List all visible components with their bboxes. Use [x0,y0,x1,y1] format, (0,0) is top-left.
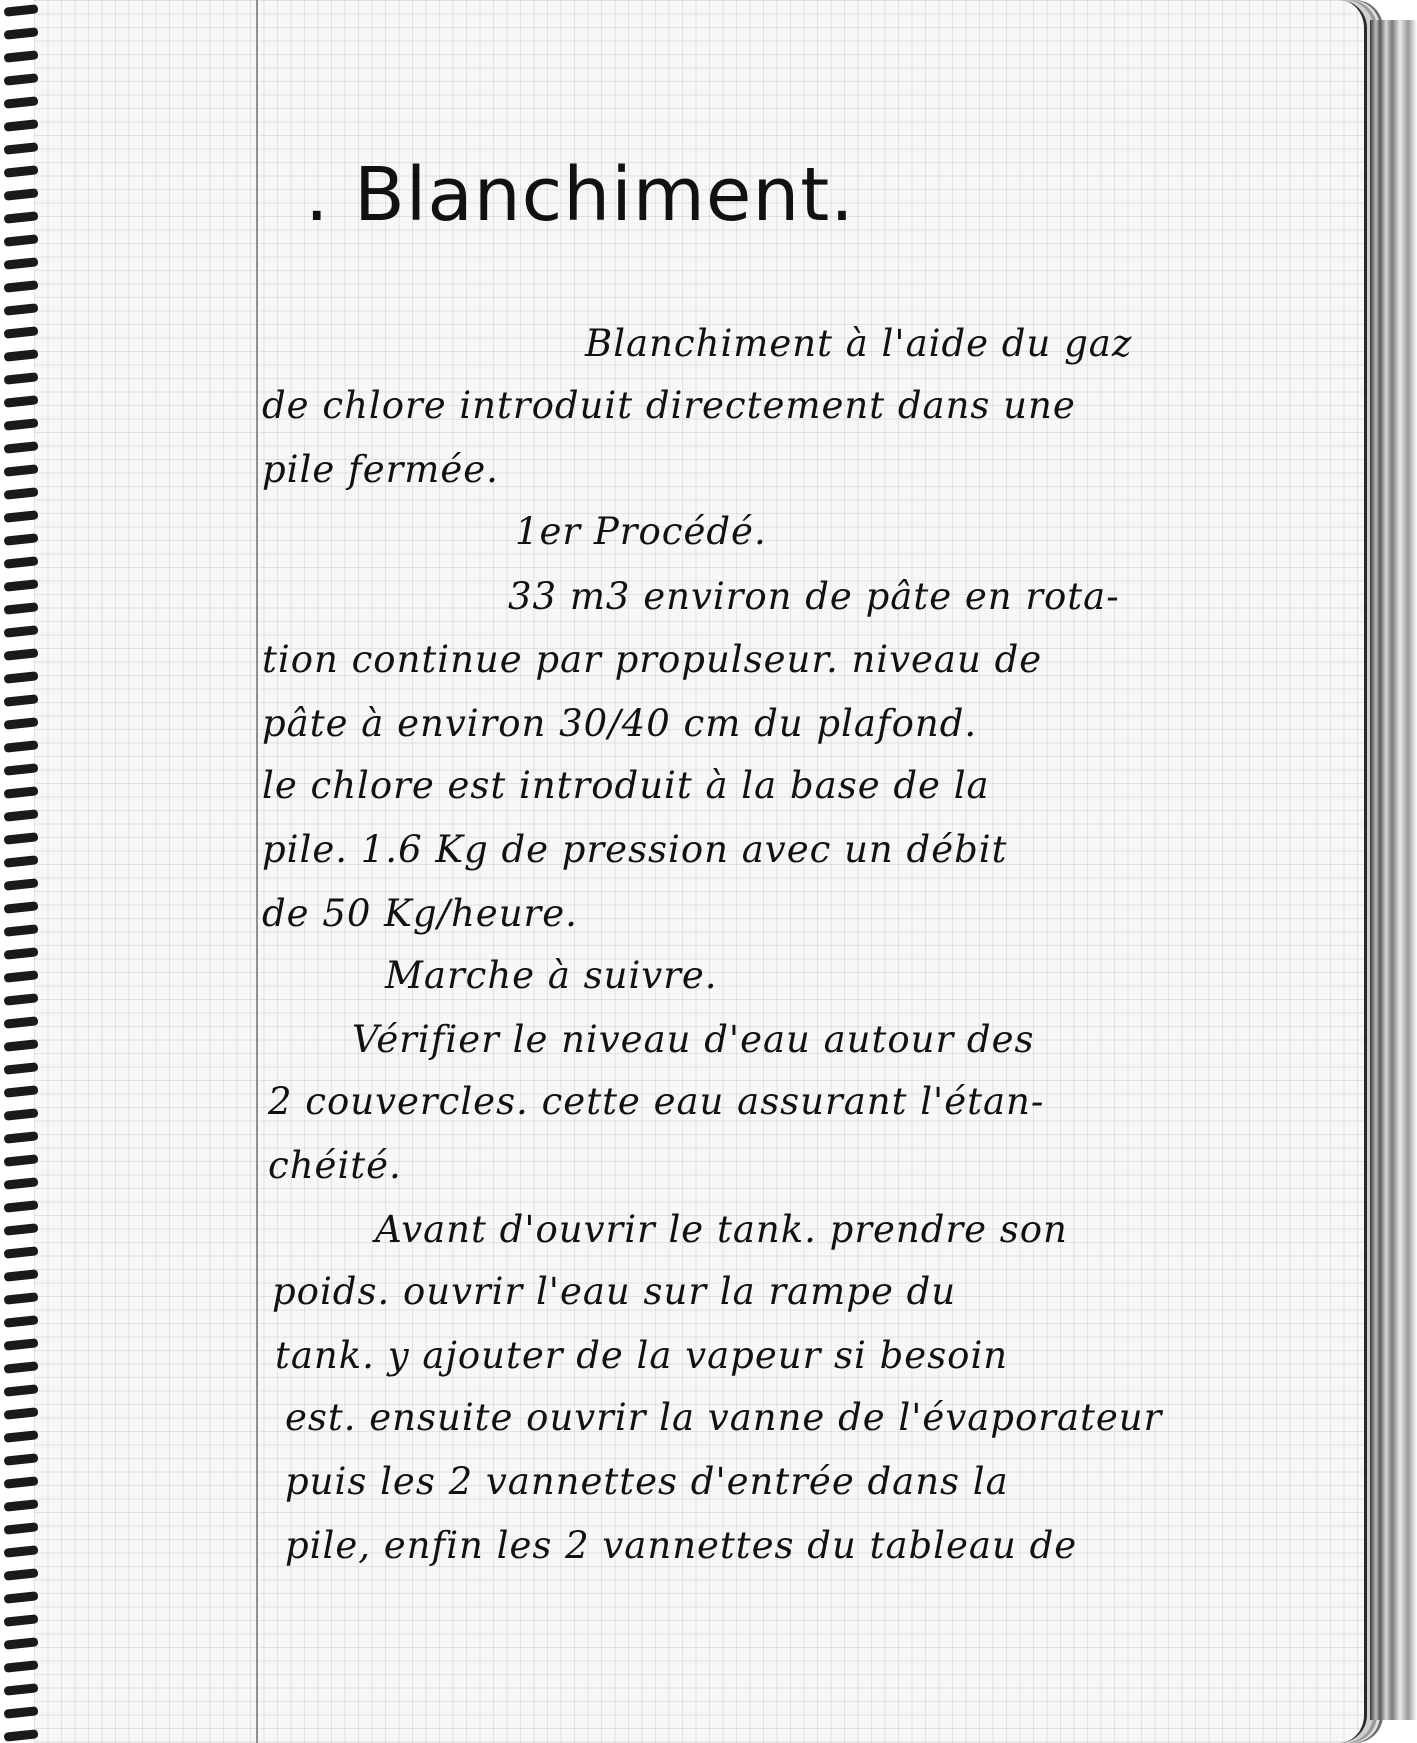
text-line-20: pile, enfin les 2 vannettes du tableau de [285,1524,1078,1567]
text-line-10: de 50 Kg/heure. [262,892,578,935]
text-line-6: tion continue par propulseur. niveau de [262,638,1043,681]
text-line-13: 2 couvercles. cette eau assurant l'étan- [268,1080,1045,1123]
page-title: . Blanchiment. [305,152,855,238]
text-line-18: est. ensuite ouvrir la vanne de l'évaporateur [285,1396,1163,1439]
text-line-4: 1er Procédé. [515,510,767,553]
text-line-14: chéité. [268,1144,402,1187]
text-line-2: de chlore introduit directement dans une [262,384,1076,427]
text-line-3: pile fermée. [262,448,499,491]
text-line-16: poids. ouvrir l'eau sur la rampe du [272,1270,957,1313]
text-line-8: le chlore est introduit à la base de la [262,764,990,807]
text-line-1: Blanchiment à l'aide du gaz [585,322,1133,365]
text-line-12: Vérifier le niveau d'eau autour des [352,1018,1035,1061]
text-line-19: puis les 2 vannettes d'entrée dans la [285,1460,1009,1503]
text-line-5: 33 m3 environ de pâte en rota- [508,575,1120,618]
text-line-15: Avant d'ouvrir le tank. prendre son [375,1208,1068,1251]
text-line-17: tank. y ajouter de la vapeur si besoin [275,1334,1009,1377]
text-line-7: pâte à environ 30/40 cm du plafond. [262,702,978,745]
text-line-9: pile. 1.6 Kg de pression avec un débit [262,828,1008,871]
text-line-11: Marche à suivre. [385,954,718,997]
